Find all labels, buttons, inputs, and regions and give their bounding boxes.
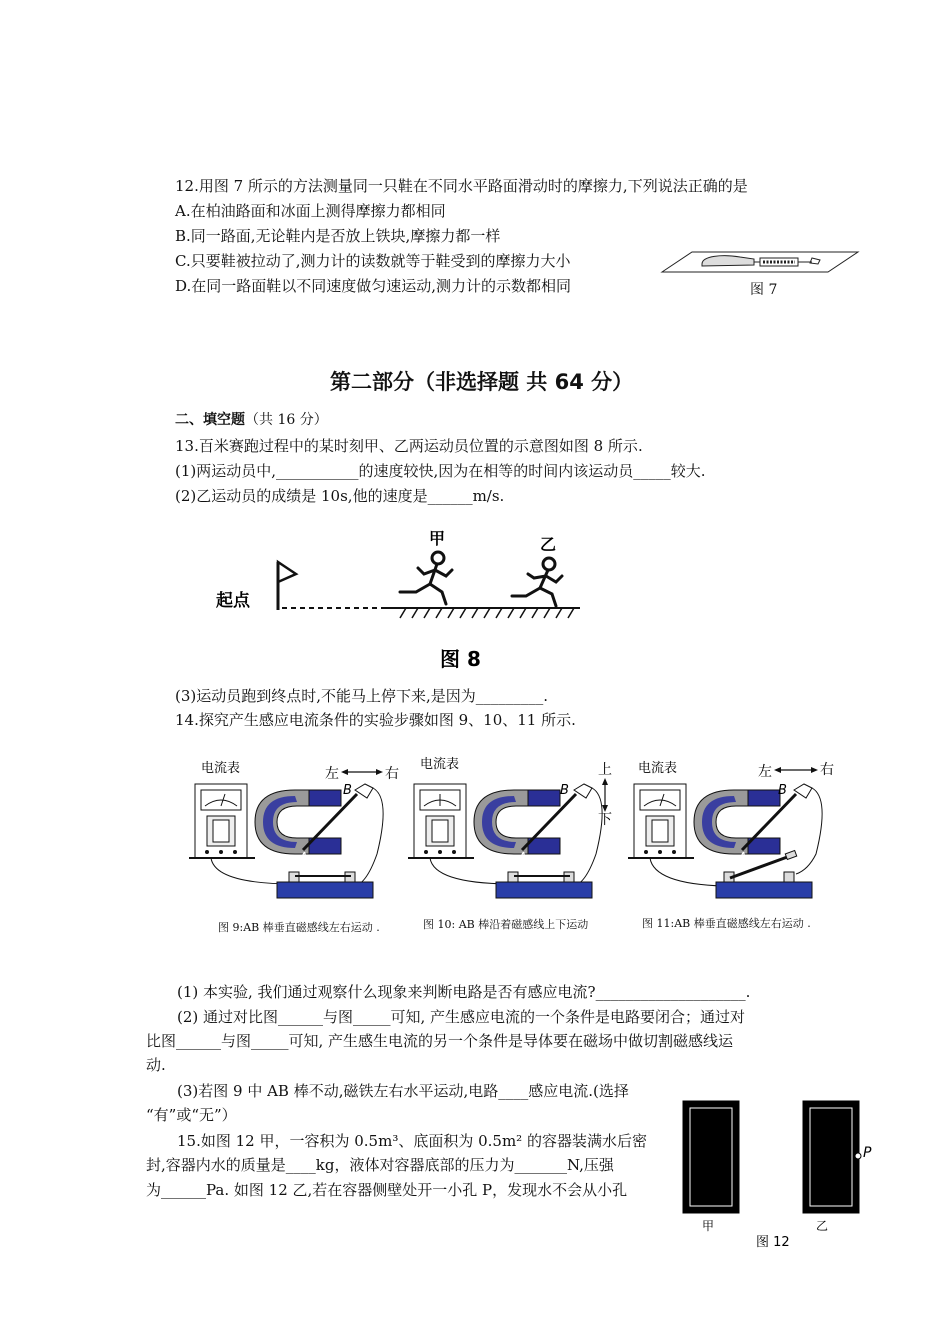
q14-part1: (1) 本实验, 我们通过观察什么现象来判断电路是否有感应电流?____________________. (177, 983, 751, 1001)
figure-11-switch-open (716, 882, 812, 898)
figure-10-switch (496, 882, 592, 898)
figure-7-caption: 图 7 (750, 282, 778, 298)
q14-part2-line3: 动. (146, 1056, 166, 1074)
figure-9-label-a: A (299, 851, 308, 866)
figure-10-apparatus (404, 758, 619, 908)
figure-11-apparatus (624, 758, 839, 908)
q14-part2-line2: 比图______与图_____可知, 产生感生电流的另一个条件是导体要在磁场中做切割磁感线运 (146, 1032, 734, 1050)
figure-8-race (210, 522, 590, 672)
figure-7-shoe-drag (662, 244, 862, 280)
figure-11-label-b: B (778, 783, 787, 798)
figure-9-label-b: B (343, 783, 352, 798)
figure-11-caption: 图 11:AB 棒垂直磁感线左右运动 . (642, 917, 811, 930)
q12-option-d: D.在同一路面鞋以不同速度做匀速运动,测力计的示数都相同 (175, 277, 572, 295)
figure-11-meter-label: 电流表 (638, 761, 678, 776)
section-heading (175, 410, 328, 430)
ground-hatch (400, 608, 574, 618)
hole-p-label: P (863, 1145, 872, 1161)
section-points: （共 16 分） (245, 412, 328, 428)
figure-9-caption: 图 9:AB 棒垂直磁感线左右运动 . (218, 921, 380, 934)
q14-part3-line1: (3)若图 9 中 AB 棒不动,磁铁左右水平运动,电路____感应电流.(选择 (177, 1082, 629, 1100)
q14-part2-line1: (2) 通过对比图______与图_____可知, 产生感应电流的一个条件是电路要闭合；通过对 (177, 1008, 746, 1026)
figure-9-hand (355, 784, 373, 798)
figure-11-dir-left: 左 (758, 764, 772, 780)
figure-11-dir-right: 右 (820, 762, 834, 778)
figure-10-label-a: A (518, 851, 527, 866)
q13-part3: (3)运动员跑到终点时,不能马上停下来,是因为_________. (175, 687, 549, 705)
q12-stem: 12.用图 7 所示的方法测量同一只鞋在不同水平路面滑动时的摩擦力,下列说法正确的是 (175, 177, 748, 195)
label-yi: 乙 (816, 1219, 829, 1233)
q12-option-a: A.在柏油路面和冰面上测得摩擦力都相同 (175, 202, 446, 220)
figure-12-containers (680, 1098, 880, 1253)
figure-10-dir-up: 上 (598, 762, 612, 778)
label-jia: 甲 (702, 1219, 715, 1233)
runner-a-label: 甲 (429, 529, 446, 548)
q14-part3-line2: “有”或“无”） (146, 1106, 237, 1124)
q13-part2: (2)乙运动员的成绩是 10s,他的速度是______m/s. (175, 487, 505, 505)
q15-line3: 为______Pa. 如图 12 乙,若在容器侧壁处开一小孔 P，发现水不会从小孔 (146, 1181, 628, 1199)
figure-9-switch (277, 882, 373, 898)
figure-9-dir-left: 左 (325, 766, 339, 782)
figure-11-hand (794, 784, 812, 798)
q13-part1: (1)两运动员中,___________的速度较快,因为在相等的时间内该运动员_____较大. (175, 462, 706, 480)
runner-b-icon (512, 558, 562, 606)
figure-10-caption: 图 10: AB 棒沿着磁感线上下运动 (423, 918, 589, 931)
q12-option-b: B.同一路面,无论鞋内是否放上铁块,摩擦力都一样 (175, 227, 501, 245)
figure-10-label-b: B (560, 783, 569, 798)
runner-b-label: 乙 (540, 535, 557, 554)
section-label: 二、填空题 (175, 412, 245, 428)
figure-11-label-a: A (738, 851, 747, 866)
q14-stem: 14.探究产生感应电流条件的实验步骤如图 9、10、11 所示. (175, 711, 576, 729)
figure-9-meter-label: 电流表 (201, 761, 241, 776)
figure-10-dir-down: 下 (598, 812, 612, 828)
figure-12-caption: 图 12 (756, 1235, 790, 1250)
figure-10-hand (574, 784, 592, 798)
figure-9-dir-right: 右 (385, 766, 399, 782)
q13-stem: 13.百米赛跑过程中的某时刻甲、乙两运动员位置的示意图如图 8 所示. (175, 437, 643, 455)
figure-8-caption: 图 8 (440, 647, 481, 671)
start-label: 起点 (216, 591, 250, 611)
hole-p (855, 1153, 861, 1159)
figure-10-meter-label: 电流表 (420, 757, 460, 772)
q15-line2: 封,容器内水的质量是____kg，液体对容器底部的压力为_______N,压强 (146, 1156, 614, 1174)
flag-icon (278, 562, 296, 610)
runner-a-icon (400, 552, 452, 604)
q12-option-c: C.只要鞋被拉动了,测力计的读数就等于鞋受到的摩擦力大小 (175, 252, 571, 270)
figure-9-apparatus (185, 758, 400, 908)
q15-line1: 15.如图 12 甲，一容积为 0.5m³、底面积为 0.5m² 的容器装满水后密 (177, 1132, 647, 1150)
part2-title: 第二部分（非选择题 共 64 分） (330, 370, 634, 394)
